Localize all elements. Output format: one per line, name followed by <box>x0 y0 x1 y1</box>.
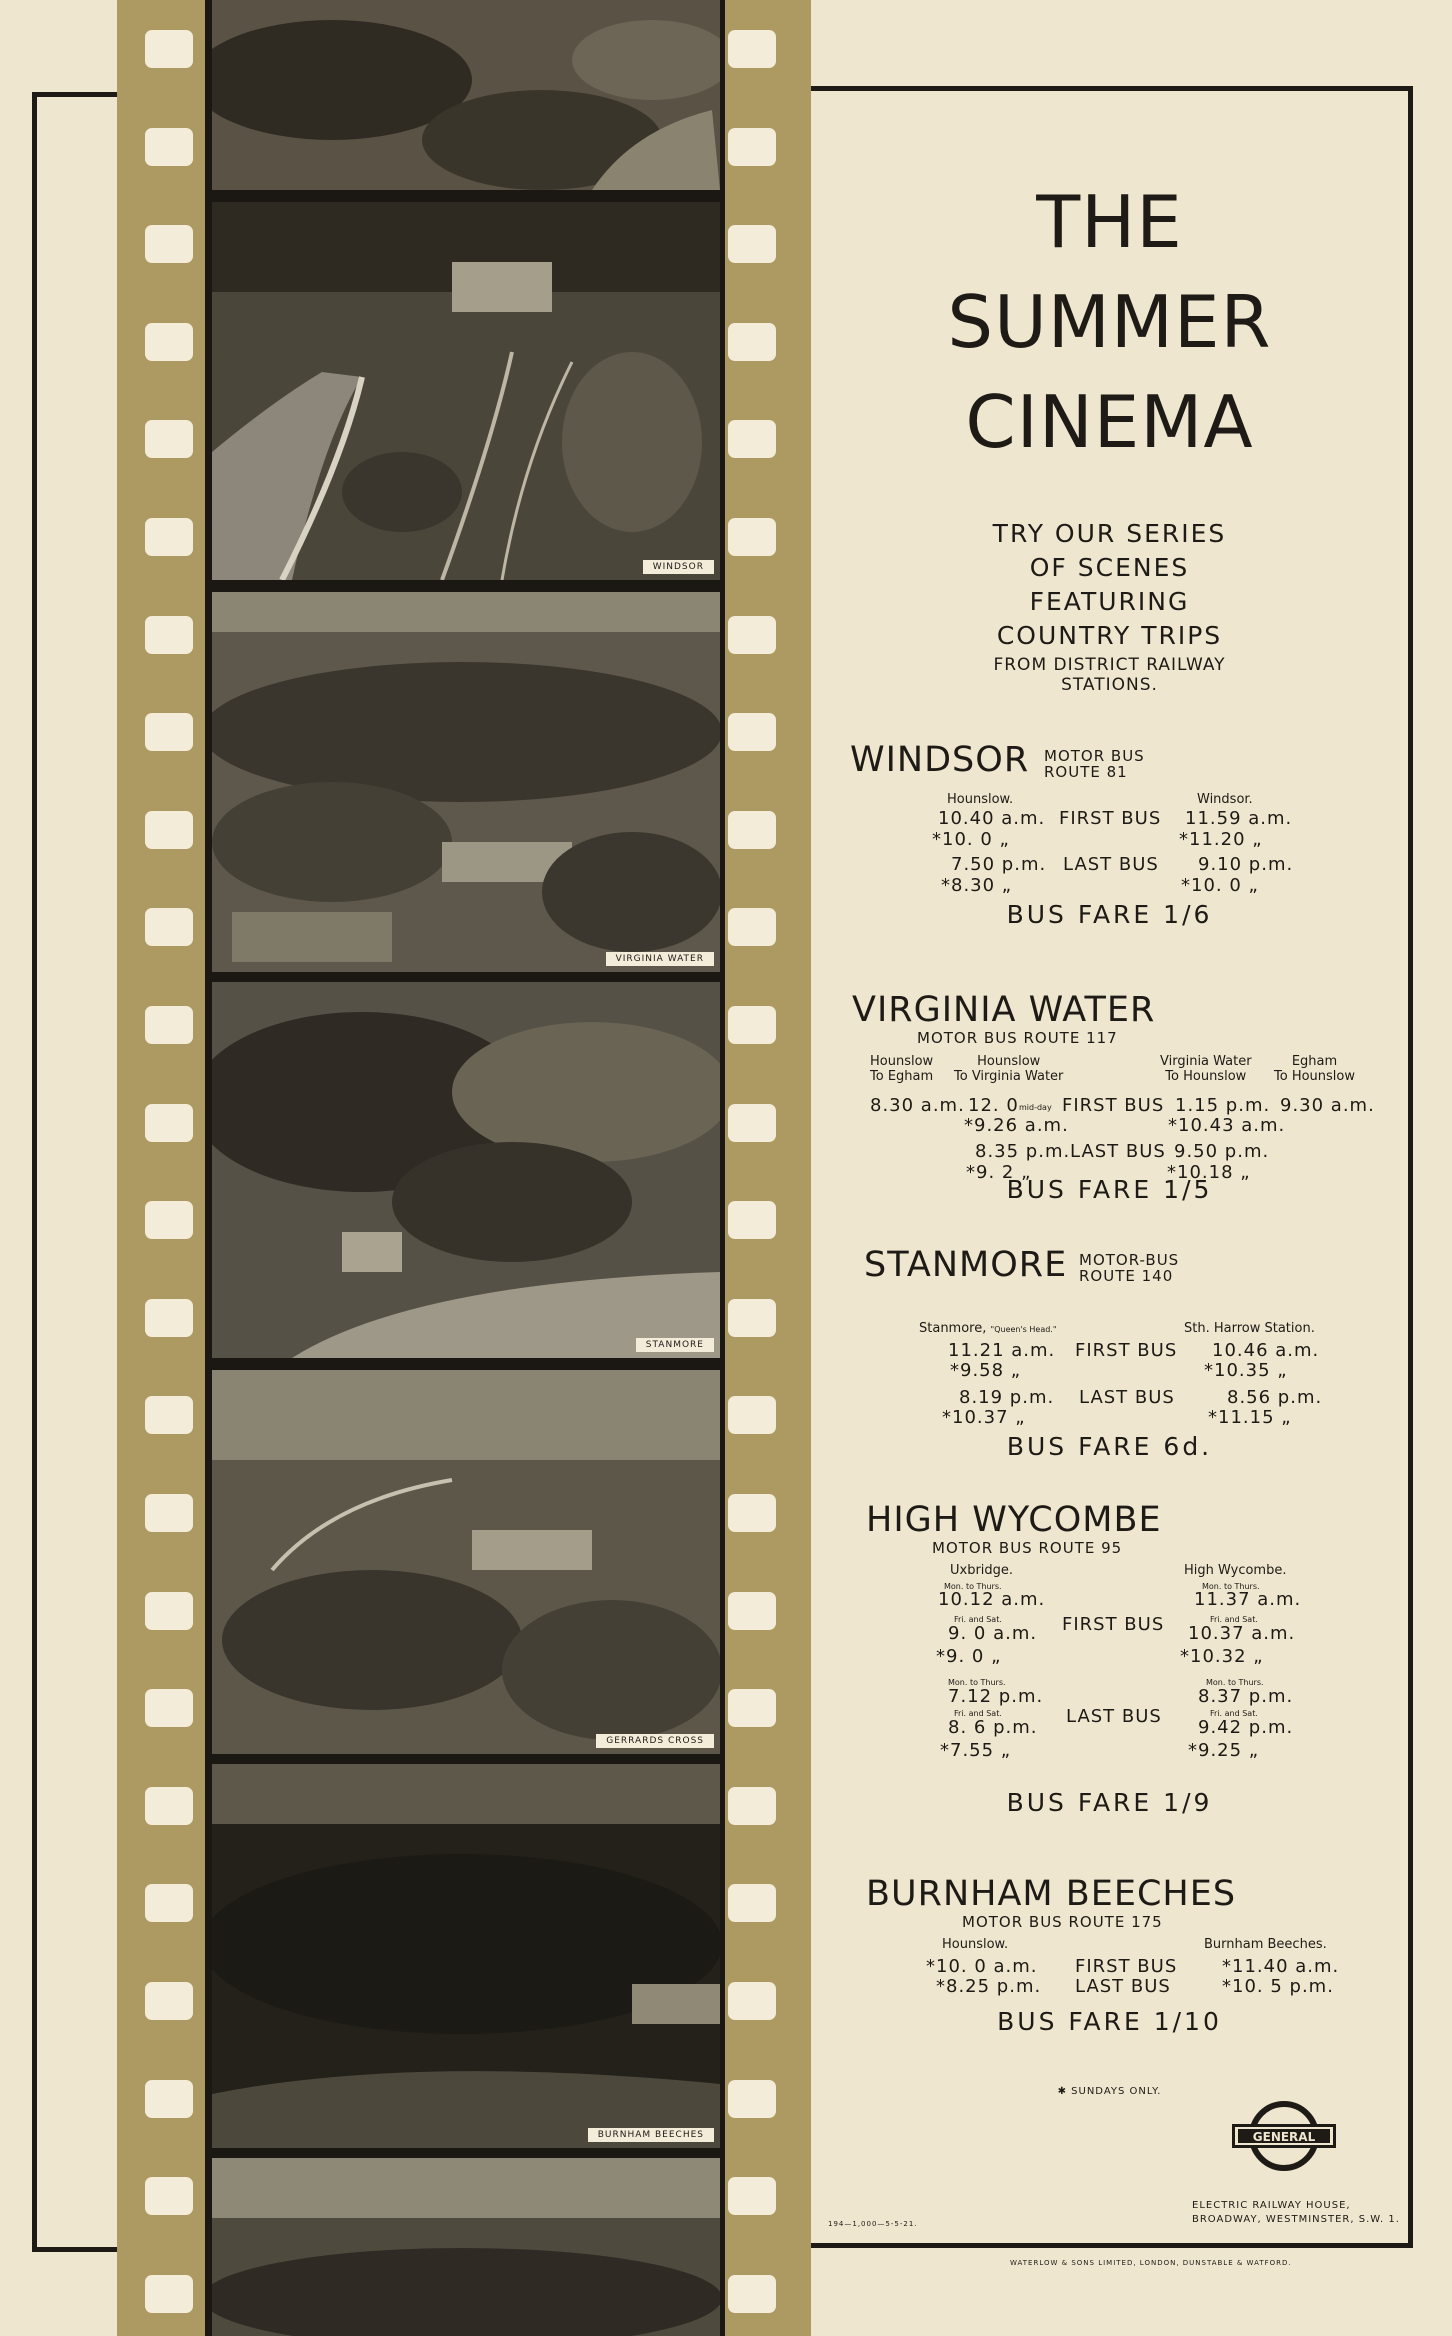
day-note: Mon. to Thurs. <box>1202 1582 1260 1591</box>
route-sub: MOTOR BUS ROUTE 117 <box>917 1029 1118 1047</box>
sprocket-hole <box>145 1201 193 1239</box>
sprocket-hole <box>145 1104 193 1142</box>
sprocket-hole <box>145 323 193 361</box>
intro-text <box>812 517 1407 653</box>
sprocket-hole <box>145 1006 193 1044</box>
right-frame-side <box>1408 86 1413 2248</box>
time: *9. 0 „ <box>936 1646 1002 1667</box>
from-stop: Hounslow. <box>942 1937 1009 1952</box>
right-frame-top <box>805 86 1413 91</box>
sprocket-hole <box>728 2275 776 2313</box>
col-header-line: Hounslow <box>977 1054 1041 1069</box>
sprocket-hole <box>728 908 776 946</box>
day-note: Fri. and Sat. <box>954 1709 1002 1718</box>
bus-fare: BUS FARE 1/5 <box>1006 1175 1213 1204</box>
sprocket-hole <box>145 811 193 849</box>
sprocket-hole <box>145 1494 193 1532</box>
route-sub <box>1044 748 1145 780</box>
photo-bottom-partial <box>212 2158 720 2336</box>
col-header <box>954 1054 1063 1084</box>
day-note: Fri. and Sat. <box>1210 1615 1258 1624</box>
sprocket-hole <box>728 1494 776 1532</box>
film-strip <box>117 0 811 2336</box>
time: *10.37 „ <box>942 1407 1026 1428</box>
time: 11.21 a.m. <box>948 1340 1056 1361</box>
sprocket-hole <box>728 420 776 458</box>
right-frame-bottom <box>805 2243 1413 2248</box>
time: *10.35 „ <box>1204 1360 1288 1381</box>
bus-fare: BUS FARE 1/6 <box>1006 900 1213 929</box>
route-name: VIRGINIA WATER <box>852 990 1156 1030</box>
bus-fare: BUS FARE 1/9 <box>1006 1788 1213 1817</box>
time: *9.58 „ <box>950 1360 1022 1381</box>
sprocket-hole <box>728 1787 776 1825</box>
first-bus-label: FIRST BUS <box>1075 1956 1178 1977</box>
sprocket-hole <box>145 908 193 946</box>
time: 9.42 p.m. <box>1198 1717 1294 1738</box>
to-stop: Sth. Harrow Station. <box>1184 1321 1315 1336</box>
sprocket-hole <box>728 1592 776 1630</box>
time: *10.18 „ <box>1167 1162 1251 1183</box>
printer-imprint: WATERLOW & SONS LIMITED, LONDON, DUNSTABLE & WATFORD. <box>1010 2259 1292 2267</box>
sprocket-hole <box>728 225 776 263</box>
sprocket-hole <box>728 811 776 849</box>
day-note: Mon. to Thurs. <box>1206 1678 1264 1687</box>
route-sub: MOTOR BUS ROUTE 175 <box>962 1913 1163 1931</box>
time: 8.37 p.m. <box>1198 1686 1294 1707</box>
sprocket-hole <box>145 2177 193 2215</box>
time: *11.20 „ <box>1179 829 1263 850</box>
first-bus-label: FIRST BUS <box>1062 1614 1165 1635</box>
route-sub-line: ROUTE 140 <box>1079 1267 1174 1285</box>
sprocket-hole <box>728 616 776 654</box>
sprocket-hole <box>728 1689 776 1727</box>
sprocket-hole <box>728 1006 776 1044</box>
time: *9.25 „ <box>1188 1740 1260 1761</box>
time: 9.30 a.m. <box>1280 1095 1375 1116</box>
last-bus-label: LAST BUS <box>1079 1387 1175 1408</box>
sprocket-hole <box>145 2275 193 2313</box>
route-sub: MOTOR BUS ROUTE 95 <box>932 1539 1123 1557</box>
route-sub-line: MOTOR-BUS <box>1079 1251 1180 1269</box>
time: *10. 0 „ <box>932 829 1010 850</box>
bus-fare: BUS FARE 1/10 <box>997 2007 1222 2036</box>
time: *10. 0 „ <box>1181 875 1259 896</box>
first-bus-label: FIRST BUS <box>1075 1340 1178 1361</box>
caption-windsor: WINDSOR <box>643 560 714 574</box>
time: 10.40 a.m. <box>938 808 1046 829</box>
caption-stanmore: STANMORE <box>636 1338 714 1352</box>
to-stop: Burnham Beeches. <box>1204 1937 1327 1952</box>
sprocket-hole <box>145 1982 193 2020</box>
sprocket-hole <box>728 2080 776 2118</box>
to-stop: High Wycombe. <box>1184 1563 1287 1578</box>
time: *7.55 „ <box>940 1740 1012 1761</box>
time: 9. 0 a.m. <box>948 1623 1038 1644</box>
time: 12. 0 <box>968 1095 1019 1116</box>
address-line: ELECTRIC RAILWAY HOUSE, <box>1192 2200 1351 2211</box>
col-header <box>1160 1054 1252 1084</box>
sprocket-hole <box>728 518 776 556</box>
caption-virginia-water: VIRGINIA WATER <box>606 952 714 966</box>
sprocket-hole <box>728 128 776 166</box>
time: *8.25 p.m. <box>936 1976 1042 1997</box>
time: 8.35 p.m. <box>975 1141 1071 1162</box>
last-bus-label: LAST BUS <box>1070 1141 1166 1162</box>
time: 11.59 a.m. <box>1185 808 1293 829</box>
bus-fare: BUS FARE 6d. <box>1006 1432 1213 1461</box>
sprocket-hole <box>728 323 776 361</box>
sprocket-hole <box>145 225 193 263</box>
time: 10.12 a.m. <box>938 1589 1046 1610</box>
sprocket-hole <box>728 1201 776 1239</box>
sprocket-hole <box>728 30 776 68</box>
day-note: Mon. to Thurs. <box>948 1678 1006 1687</box>
intro-sub-line: STATIONS. <box>1061 675 1158 695</box>
from-stop-name: Stanmore, <box>919 1321 987 1336</box>
sundays-note: ✱ SUNDAYS ONLY. <box>1057 2086 1162 2097</box>
intro-line: TRY OUR SERIES <box>992 519 1227 548</box>
time: 7.12 p.m. <box>948 1686 1044 1707</box>
day-note: Mon. to Thurs. <box>944 1582 1002 1591</box>
print-code: 194—1,000—5-5-21. <box>828 2220 918 2228</box>
sprocket-hole <box>728 1982 776 2020</box>
sprocket-hole <box>145 30 193 68</box>
time: *9.26 a.m. <box>964 1115 1069 1136</box>
time: 9.10 p.m. <box>1198 854 1294 875</box>
col-header-line: To Egham <box>870 1069 934 1084</box>
time: 7.50 p.m. <box>951 854 1047 875</box>
caption-burnham-beeches: BURNHAM BEECHES <box>588 2128 714 2142</box>
time: 9.50 p.m. <box>1174 1141 1270 1162</box>
sprocket-hole <box>145 1884 193 1922</box>
photo-gerrards-cross <box>212 1370 720 1754</box>
time: 10.46 a.m. <box>1212 1340 1320 1361</box>
sprocket-hole <box>728 713 776 751</box>
left-frame-bottom <box>32 2247 122 2252</box>
route-sub-line: MOTOR BUS <box>1044 747 1145 765</box>
sprocket-hole <box>145 1299 193 1337</box>
time: *10. 5 p.m. <box>1222 1976 1334 1997</box>
sprocket-hole <box>145 1592 193 1630</box>
route-name: STANMORE <box>864 1245 1068 1285</box>
last-bus-label: LAST BUS <box>1063 854 1159 875</box>
sprocket-hole <box>145 518 193 556</box>
first-bus-label: FIRST BUS <box>1059 808 1162 829</box>
sprocket-hole <box>145 616 193 654</box>
sprocket-hole <box>728 1396 776 1434</box>
from-stop <box>919 1321 1057 1336</box>
route-name: BURNHAM BEECHES <box>866 1874 1237 1914</box>
intro-line: OF SCENES <box>1029 553 1190 582</box>
col-header-line: To Hounslow <box>1165 1069 1247 1084</box>
time: *9. 2 „ <box>966 1162 1032 1183</box>
sprocket-hole <box>145 420 193 458</box>
last-bus-label: LAST BUS <box>1066 1706 1162 1727</box>
time: *11.40 a.m. <box>1222 1956 1340 1977</box>
intro-subtext <box>812 655 1407 695</box>
col-header-line: To Virginia Water <box>954 1069 1064 1084</box>
time: *10.43 a.m. <box>1168 1115 1286 1136</box>
col-header-line: Egham <box>1291 1054 1338 1069</box>
left-frame-top <box>32 92 122 97</box>
title-line-1: THE <box>1036 180 1183 264</box>
photo-stanmore <box>212 982 720 1358</box>
photo-virginia-water <box>212 592 720 972</box>
poster-title <box>812 172 1407 472</box>
first-bus-label: FIRST BUS <box>1062 1095 1165 1116</box>
col-header <box>870 1054 933 1084</box>
time: *8.30 „ <box>941 875 1013 896</box>
intro-line: COUNTRY TRIPS <box>996 621 1223 650</box>
sprocket-hole <box>145 1689 193 1727</box>
time: 8.56 p.m. <box>1227 1387 1323 1408</box>
col-header-line: Hounslow <box>870 1054 934 1069</box>
route-name: HIGH WYCOMBE <box>866 1500 1162 1540</box>
from-stop: Hounslow. <box>947 792 1014 807</box>
sprocket-hole <box>145 1396 193 1434</box>
col-header <box>1274 1054 1355 1084</box>
address-line: BROADWAY, WESTMINSTER, S.W. 1. <box>1192 2214 1400 2225</box>
route-sub <box>1079 1252 1179 1284</box>
time: 1.15 p.m. <box>1175 1095 1271 1116</box>
day-note: Fri. and Sat. <box>1210 1709 1258 1718</box>
title-line-3: CINEMA <box>965 380 1254 464</box>
time: 11.37 a.m. <box>1194 1589 1302 1610</box>
route-name: WINDSOR <box>850 740 1030 780</box>
col-header-line: Virginia Water <box>1160 1054 1252 1069</box>
time: 8.19 p.m. <box>959 1387 1055 1408</box>
photo-burnham-beeches <box>212 1764 720 2148</box>
route-sub-line: ROUTE 81 <box>1044 763 1128 781</box>
day-note: Fri. and Sat. <box>954 1615 1002 1624</box>
last-bus-label: LAST BUS <box>1075 1976 1171 1997</box>
title-line-2: SUMMER <box>947 280 1272 364</box>
time: *10.32 „ <box>1180 1646 1264 1667</box>
intro-sub-line: FROM DISTRICT RAILWAY <box>993 655 1226 675</box>
sprocket-hole <box>145 128 193 166</box>
midday-note: mid-day <box>1019 1103 1052 1112</box>
time: 10.37 a.m. <box>1188 1623 1296 1644</box>
time: 8. 6 p.m. <box>948 1717 1038 1738</box>
sprocket-hole <box>145 2080 193 2118</box>
sprocket-hole <box>728 1104 776 1142</box>
text-panel <box>812 92 1407 2242</box>
sprocket-hole <box>728 1884 776 1922</box>
photo-windsor <box>212 202 720 580</box>
time: *11.15 „ <box>1208 1407 1292 1428</box>
from-stop: Uxbridge. <box>950 1563 1014 1578</box>
col-header-line: To Hounslow <box>1274 1069 1355 1084</box>
sprocket-hole <box>145 713 193 751</box>
to-stop: Windsor. <box>1197 792 1253 807</box>
address <box>1192 2199 1400 2227</box>
sprocket-hole <box>728 1299 776 1337</box>
photo-top-partial <box>212 0 720 190</box>
intro-line: FEATURING <box>1029 587 1190 616</box>
sprocket-hole <box>728 2177 776 2215</box>
logo-text: GENERAL <box>1252 2130 1316 2144</box>
time: 8.30 a.m. <box>870 1095 965 1116</box>
from-stop-note: "Queen's Head." <box>990 1325 1057 1334</box>
left-frame-side <box>32 92 37 2252</box>
sprocket-hole <box>145 1787 193 1825</box>
caption-gerrards-cross: GERRARDS CROSS <box>596 1734 714 1748</box>
time: *10. 0 a.m. <box>926 1956 1038 1977</box>
general-logo <box>1230 2101 1338 2171</box>
